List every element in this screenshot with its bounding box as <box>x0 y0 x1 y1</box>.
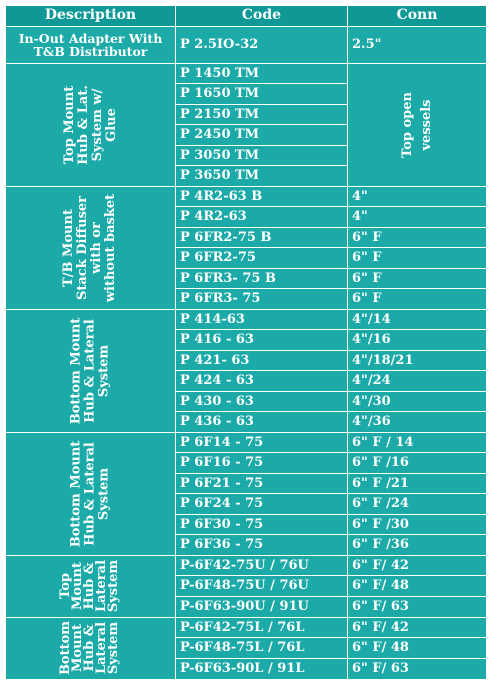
description-line: Lateral <box>94 621 110 674</box>
conn-cell: 4"/18/21 <box>348 350 487 371</box>
header-conn: Conn <box>348 6 487 27</box>
description-line: Hub & Lateral <box>82 441 98 546</box>
conn-line: vessels <box>418 99 434 151</box>
conn-line: Top open <box>399 91 415 158</box>
description-line: System <box>96 344 112 397</box>
group-conn-top-open <box>348 63 487 186</box>
description-cell <box>6 26 176 63</box>
description-line: Hub & Lateral <box>82 318 98 423</box>
table-row <box>6 432 487 453</box>
description-line: Top <box>58 572 74 599</box>
code-cell: P 3650 TM <box>176 166 348 187</box>
description-line: T/B Mount <box>61 208 77 287</box>
conn-cell: 4" <box>348 186 487 207</box>
description-line: In-Out Adapter With <box>18 30 163 46</box>
code-cell: P 414-63 <box>176 309 348 330</box>
code-cell: P 1450 TM <box>176 63 348 84</box>
code-cell: P 3050 TM <box>176 145 348 166</box>
code-cell: P 6FR2-75 <box>176 248 348 269</box>
description-line: without basket <box>103 193 119 302</box>
conn-cell: 6" F <box>348 227 487 248</box>
group-description-top-mount-glue <box>6 63 176 186</box>
code-cell: P 4R2-63 <box>176 207 348 228</box>
header-description: Description <box>6 6 176 27</box>
code-cell: P 6FR3- 75 B <box>176 268 348 289</box>
code-cell: P-6F42-75U / 76U <box>176 555 348 576</box>
table-row <box>6 309 487 330</box>
description-line: Stack Diffuser <box>75 195 91 300</box>
conn-cell: 4"/30 <box>348 391 487 412</box>
description-line: Hub & Lat. <box>75 84 91 165</box>
table-row <box>6 63 487 84</box>
code-cell: P 6F30 - 75 <box>176 514 348 535</box>
description-line: Lateral <box>94 559 110 612</box>
group-description-bottom-mount-6in <box>6 432 176 555</box>
description-line: System <box>96 467 112 520</box>
code-cell: P 421- 63 <box>176 350 348 371</box>
code-cell: P 416 - 63 <box>176 330 348 351</box>
conn-cell: 6" F/ 42 <box>348 617 487 638</box>
conn-cell: 6" F <box>348 289 487 310</box>
code-cell: P 6F16 - 75 <box>176 453 348 474</box>
description-line: T&B Distributor <box>33 43 148 59</box>
conn-cell: 4"/16 <box>348 330 487 351</box>
code-cell: P 424 - 63 <box>176 371 348 392</box>
code-cell: P-6F63-90U / 91U <box>176 596 348 617</box>
conn-cell: 6" F / 14 <box>348 432 487 453</box>
table-row <box>6 186 487 207</box>
description-line: Bottom Mount <box>68 440 84 547</box>
code-cell: P-6F48-75U / 76U <box>176 576 348 597</box>
code-cell: P 2.5IO-32 <box>176 26 348 63</box>
code-cell: P 430 - 63 <box>176 391 348 412</box>
description-line: Top Mount <box>61 85 77 164</box>
code-cell: P 4R2-63 B <box>176 186 348 207</box>
conn-cell: 6" F/ 42 <box>348 555 487 576</box>
code-cell: P 2150 TM <box>176 104 348 125</box>
product-table <box>5 5 487 680</box>
conn-cell: 6" F/ 63 <box>348 596 487 617</box>
conn-cell: 6" F /16 <box>348 453 487 474</box>
description-line: System <box>106 559 122 612</box>
code-cell: P 6FR3- 75 <box>176 289 348 310</box>
conn-cell: 4"/36 <box>348 412 487 433</box>
code-cell: P 1650 TM <box>176 84 348 105</box>
conn-cell: 6" F/ 48 <box>348 576 487 597</box>
conn-cell: 6" F/ 63 <box>348 658 487 679</box>
code-cell: P 6F21 - 75 <box>176 473 348 494</box>
code-cell: P 436 - 63 <box>176 412 348 433</box>
description-line: Mount <box>70 623 86 672</box>
conn-cell: 6" F /30 <box>348 514 487 535</box>
description-line: Bottom <box>58 620 74 675</box>
header-code: Code <box>176 6 348 27</box>
conn-cell: 6" F /36 <box>348 535 487 556</box>
description-line: Hub & <box>82 623 98 672</box>
code-cell: P 6F24 - 75 <box>176 494 348 515</box>
conn-cell: 2.5" <box>348 26 487 63</box>
table-row <box>6 617 487 638</box>
conn-cell: 6" F <box>348 248 487 269</box>
conn-cell: 4" <box>348 207 487 228</box>
code-cell: P-6F48-75L / 76L <box>176 638 348 659</box>
header-row <box>6 6 487 27</box>
code-cell: P 6F36 - 75 <box>176 535 348 556</box>
description-line: with or <box>89 221 105 274</box>
code-cell: P 2450 TM <box>176 125 348 146</box>
description-line: Bottom Mount <box>68 317 84 424</box>
description-line: Mount <box>70 561 86 610</box>
description-line: System <box>106 621 122 674</box>
code-cell: P-6F42-75L / 76L <box>176 617 348 638</box>
description-line: Hub & <box>82 561 98 610</box>
conn-cell: 6" F/ 48 <box>348 638 487 659</box>
group-description-bottom-mount-4in <box>6 309 176 432</box>
conn-cell: 6" F <box>348 268 487 289</box>
code-cell: P 6F14 - 75 <box>176 432 348 453</box>
group-description-stack-diffuser <box>6 186 176 309</box>
conn-cell: 4"/24 <box>348 371 487 392</box>
group-description-bottom-mount-lateral <box>6 617 176 679</box>
code-cell: P 6FR2-75 B <box>176 227 348 248</box>
table-row <box>6 26 487 63</box>
conn-cell: 6" F /21 <box>348 473 487 494</box>
group-description-top-mount-lateral <box>6 555 176 617</box>
description-line: System w/ <box>89 88 105 161</box>
code-cell: P-6F63-90L / 91L <box>176 658 348 679</box>
conn-cell: 6" F /24 <box>348 494 487 515</box>
table-row <box>6 555 487 576</box>
description-line: Glue <box>103 107 119 142</box>
conn-cell: 4"/14 <box>348 309 487 330</box>
